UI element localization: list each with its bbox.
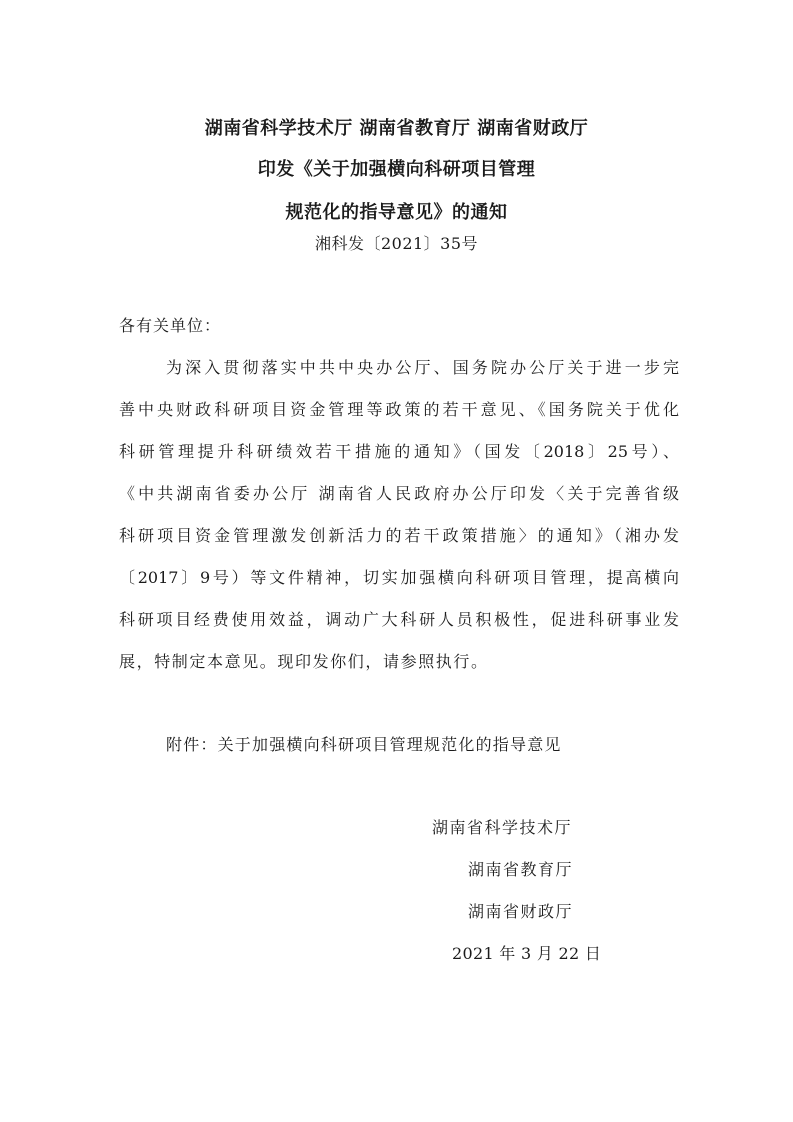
- document-number: 湘科发〔2021〕35号: [314, 234, 479, 253]
- paragraph-line: 展，特制定本意见。现印发你们，请参照执行。: [119, 652, 489, 671]
- attachment-note: 附件：关于加强横向科研项目管理规范化的指导意见: [166, 735, 562, 754]
- signature-org-finance: 湖南省财政厅: [468, 902, 574, 921]
- paragraph-line: 科研项目资金管理激发创新活力的若干政策措施〉的通知》（湘办发: [119, 526, 679, 545]
- paragraph-line: 科研管理提升科研绩效若干措施的通知》（国发〔2018〕25号）、: [119, 442, 679, 461]
- title-line-1: 湖南省科学技术厅 湖南省教育厅 湖南省财政厅: [204, 118, 589, 139]
- signature-org-education: 湖南省教育厅: [468, 860, 574, 879]
- salutation: 各有关单位：: [119, 316, 222, 335]
- paragraph-line: 为深入贯彻落实中共中央办公厅、国务院办公厅关于进一步完: [166, 358, 679, 377]
- paragraph-line: 《中共湖南省委办公厅 湖南省人民政府办公厅印发〈关于完善省级: [119, 484, 679, 503]
- signature-org-science: 湖南省科学技术厅: [432, 818, 573, 837]
- paragraph-line: 〔2017〕9号）等文件精神，切实加强横向科研项目管理，提高横向: [119, 568, 679, 587]
- paragraph-line: 科研项目经费使用效益，调动广大科研人员积极性，促进科研事业发: [119, 610, 679, 629]
- paragraph-line: 善中央财政科研项目资金管理等政策的若干意见、《国务院关于优化: [119, 400, 679, 419]
- title-line-2: 印发《关于加强横向科研项目管理: [257, 159, 536, 180]
- title-line-3: 规范化的指导意见》的通知: [285, 202, 508, 223]
- signature-date: 2021 年 3 月 22 日: [452, 944, 602, 963]
